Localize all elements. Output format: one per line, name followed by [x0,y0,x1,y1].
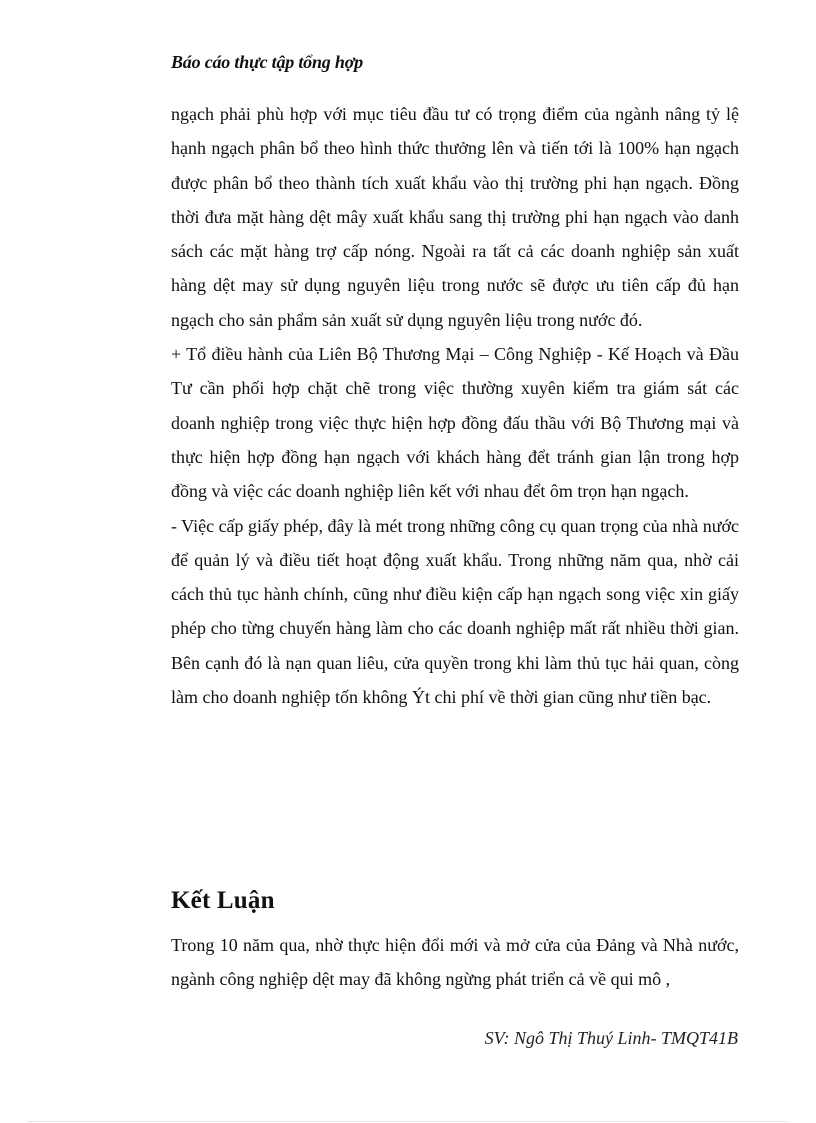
conclusion-heading: Kết Luận [171,887,275,914]
conclusion-section [171,928,739,997]
paragraph: Trong 10 năm qua, nhờ thực hiện đổi mới và mở cửa của Đảng và Nhà nước, ngành công nghiệp dệt may đã không ngừng phát triển cả về qui mô , [171,935,739,990]
paragraph: ngạch phải phù hợp với mục tiêu đầu tư có trọng điểm của ngành nâng tỷ lệ hạnh ngạch phân bổ theo hình thức thưởng lên và tiến tới là 100% hạn ngạch được phân bổ theo thành tích xuất khẩu vào thị trường phi hạn ngạch. Đồng thời đưa mặt hàng dệt mây xuất khẩu sang thị trường phi hạn ngạch vào danh sách các mặt hàng trợ cấp nóng. Ngoài ra tất cả các doanh nghiệp sản xuất hàng dệt may sử dụng nguyên liệu trong nước sẽ được ưu tiên cấp đủ hạn ngạch cho sản phẩm sản xuất sử dụng nguyên liệu trong nước đó. [171,104,739,330]
body-section [171,97,739,714]
paragraph: - Việc cấp giấy phép, đây là mét trong những công cụ quan trọng của nhà nước để quản lý và điều tiết hoạt động xuất khẩu. Trong những năm qua, nhờ cải cách thủ tục hành chính, cũng như điều kiện cấp hạn ngạch song việc xin giấy phép cho từng chuyến hàng làm cho các doanh nghiệp mất rất nhiều thời gian. Bên cạnh đó là nạn quan liêu, cửa quyền trong khi làm thủ tục hải quan, còng làm cho doanh nghiệp tốn không Ýt chi phí về thời gian cũng như tiền bạc. [171,515,739,708]
page-bottom-divider [28,1121,788,1122]
page-footer-author: SV: Ngô Thị Thuý Linh- TMQT41B [484,1028,738,1048]
paragraph: + Tổ điều hành của Liên Bộ Thương Mại – Công Nghiệp - Kế Hoạch và Đầu Tư cần phối hợp chặt chẽ trong việc thường xuyên kiểm tra giám sát các doanh nghiệp trong việc thực hiện hợp đồng đấu thầu với Bộ Thương mại và thực hiện hợp đồng hạn ngạch với khách hàng đểt tránh gian lận trong hợp đồng và việc các doanh nghiệp liên kết với nhau đểt ôm trọn hạn ngạch. [171,344,739,502]
page-header-title: Báo cáo thực tập tổng hợp [171,52,363,72]
